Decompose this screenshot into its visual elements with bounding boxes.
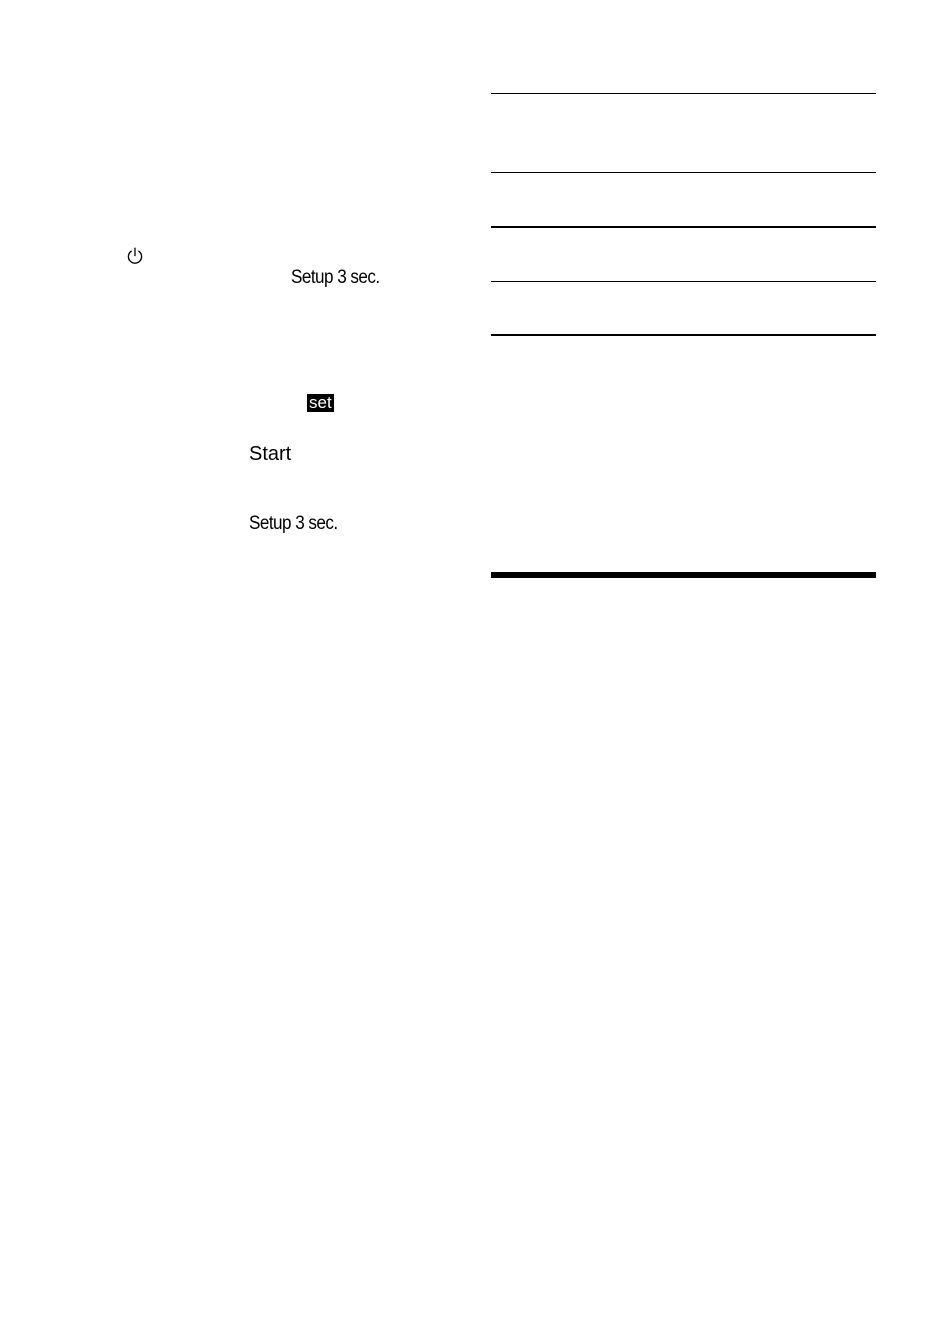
setup-3-sec-label-repeat: Setup 3 sec. (249, 513, 338, 534)
table-bottom-rule (491, 334, 876, 336)
set-display-badge: set (309, 393, 332, 412)
table-top-rule (491, 93, 876, 94)
section-heading-bar (491, 572, 876, 578)
start-label: Start (249, 443, 292, 465)
setup-3-sec-label: Setup 3 sec. (291, 267, 380, 288)
power-icon (125, 246, 145, 266)
table-row-rule (491, 281, 876, 282)
table-row-rule (491, 172, 876, 173)
table-row-rule (491, 226, 876, 228)
